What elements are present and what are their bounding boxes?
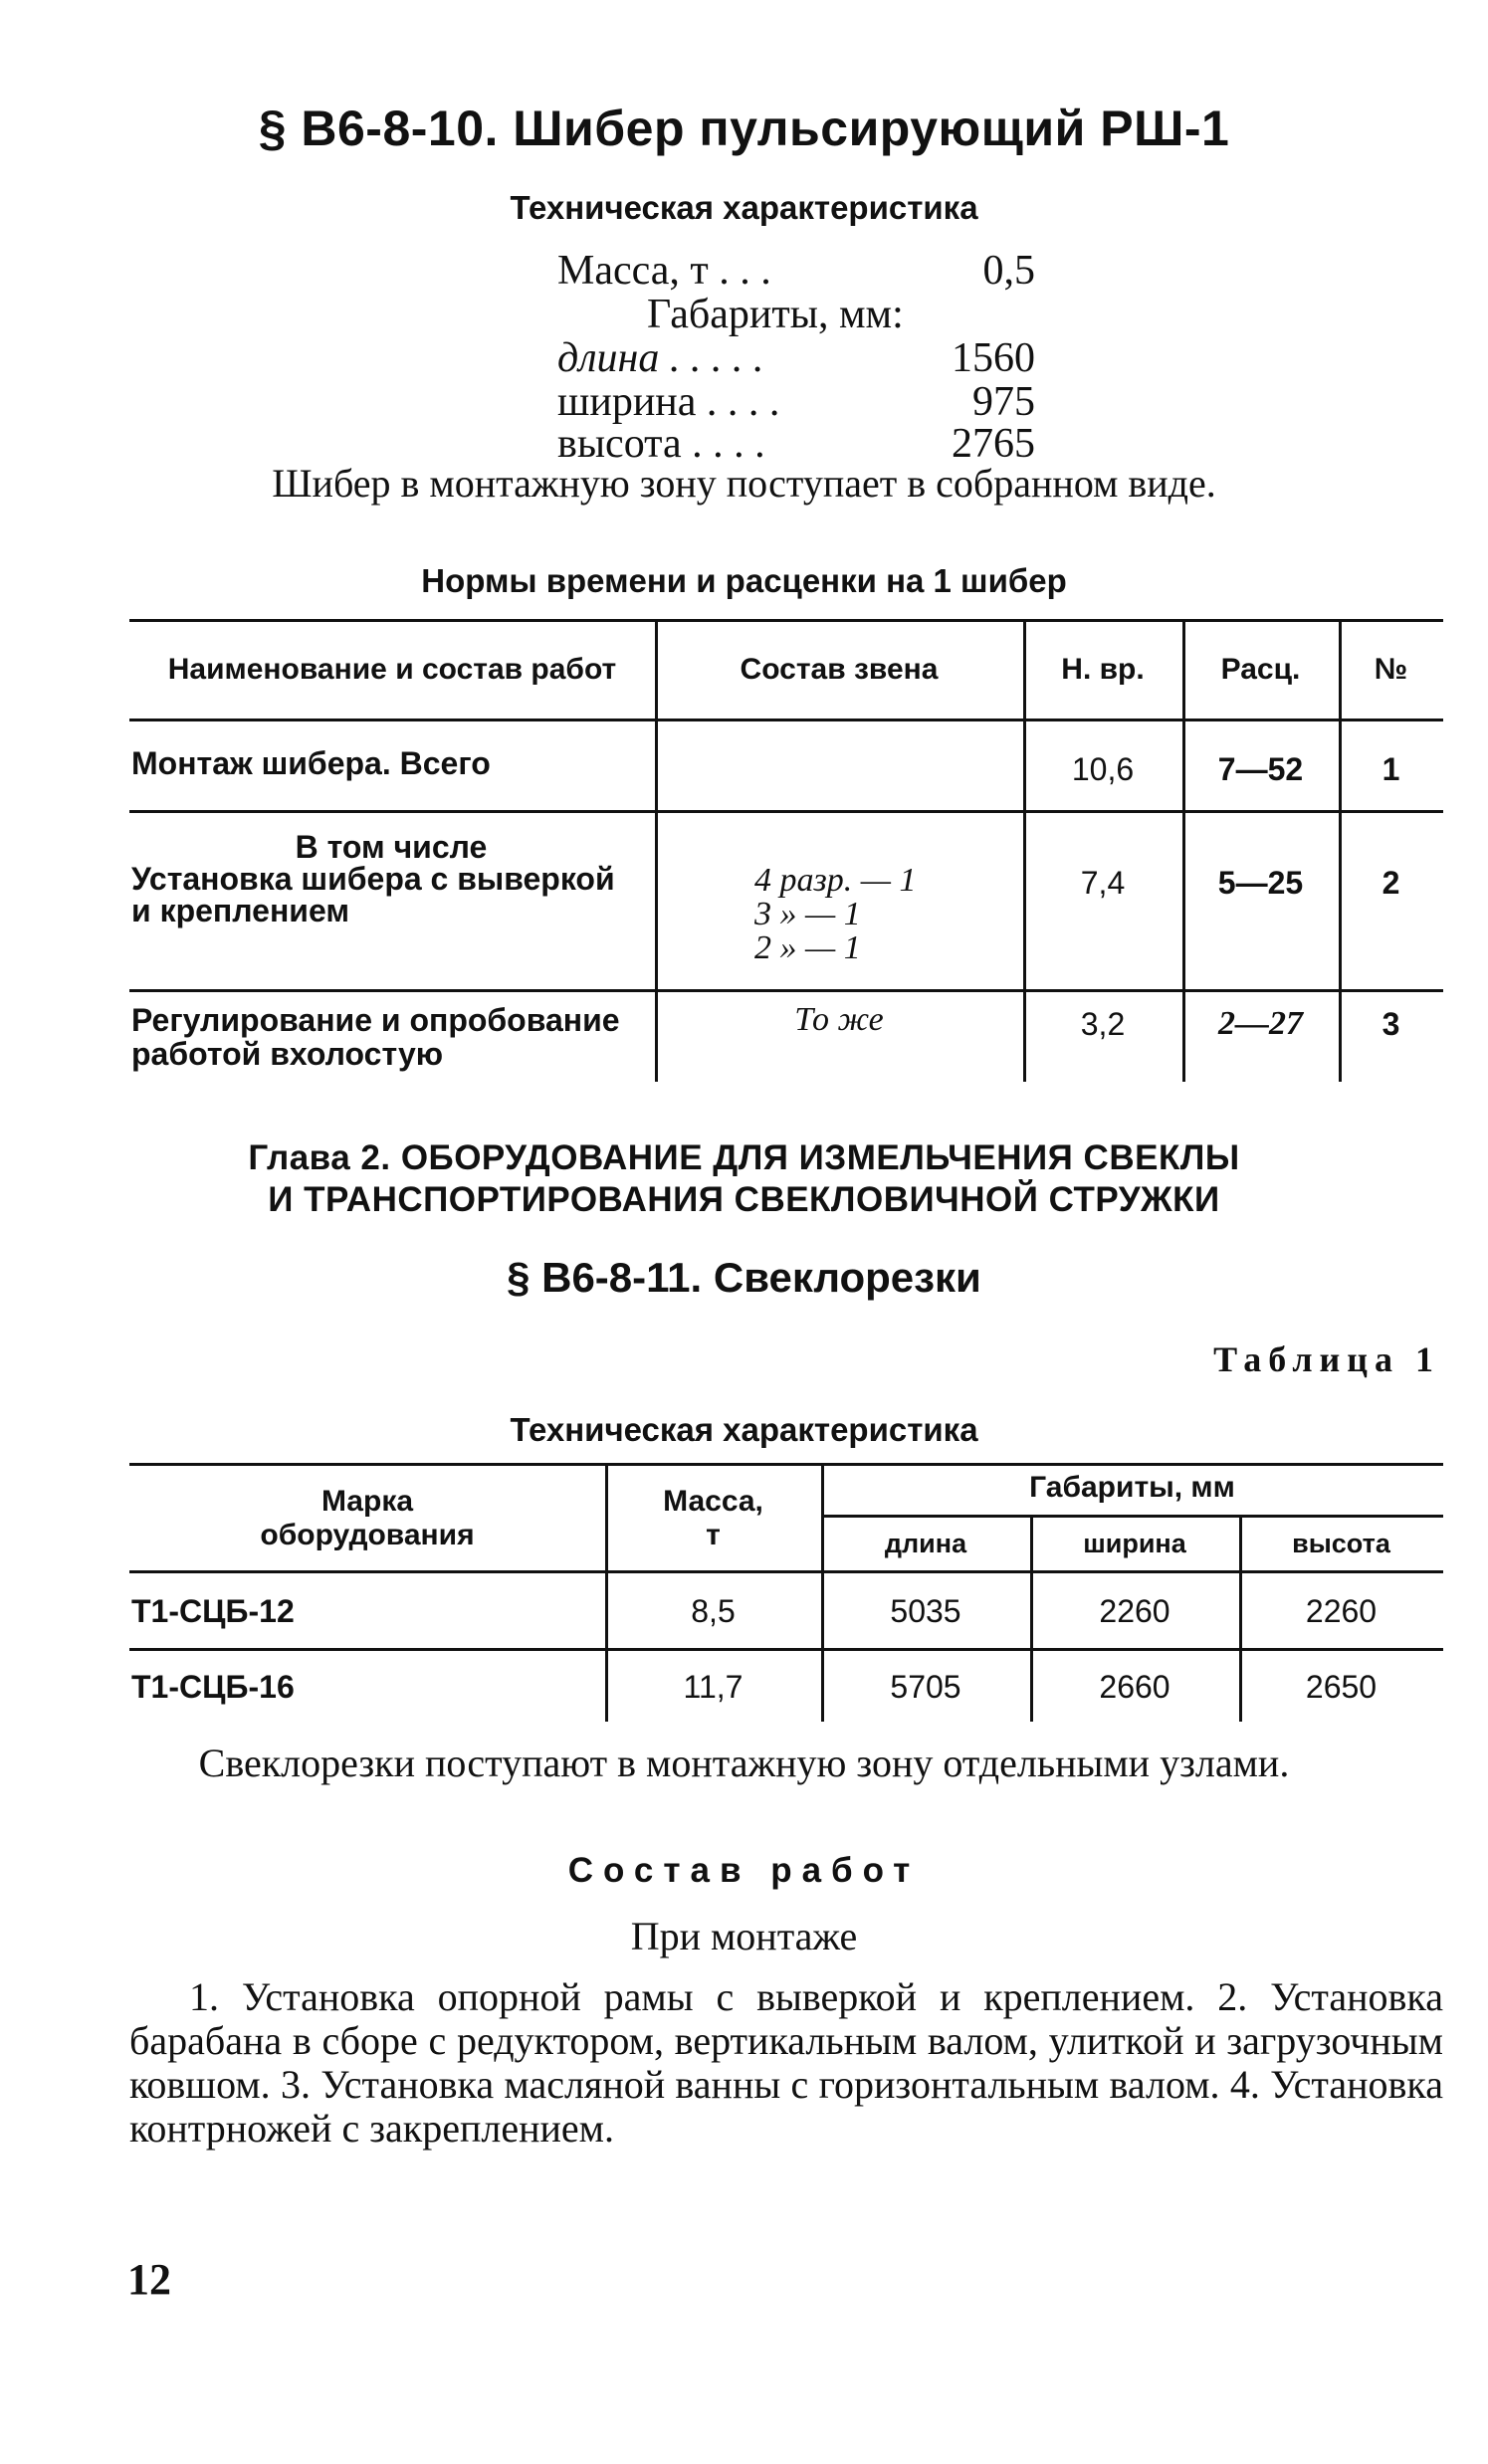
row-mass: 8,5	[691, 1593, 736, 1629]
row-mass: 11,7	[683, 1669, 744, 1705]
row-rate: 2—27	[1218, 1005, 1303, 1042]
col-header-num: №	[1374, 653, 1408, 686]
section-title: § В6-8-10. Шибер пульсирующий РШ-1	[258, 101, 1230, 156]
row-height: 2260	[1305, 1593, 1378, 1629]
row-brand: Т1-СЦБ-16	[131, 1669, 295, 1705]
table-rule	[129, 1463, 1443, 1466]
row-height: 2650	[1305, 1669, 1378, 1705]
spec-value: 2765	[952, 421, 1035, 467]
row-num: 3	[1382, 1006, 1400, 1042]
spec-heading: Техническая характеристика	[510, 189, 978, 226]
header-line: Марка	[320, 1485, 414, 1518]
row-time: 3,2	[1080, 1006, 1126, 1042]
table-label: Таблица 1	[1213, 1339, 1440, 1379]
row-width: 2260	[1099, 1593, 1170, 1629]
table-rule	[129, 810, 1443, 813]
section-title: § В6-8-11. Свеклорезки	[507, 1254, 981, 1301]
row-rate: 7—52	[1217, 751, 1304, 787]
works-paragraph: 1. Установка опорной рамы с выверкой и креплением. 2. Установка барабана в сборе с редуктором, вертикальным валом, улиткой и загрузочным ковшом. 3. Установка масляной ванны с горизонтальным валом. 4. Установка контрножей с закреплением.	[129, 1974, 1443, 2151]
row-rate: 5—25	[1217, 865, 1304, 901]
header-line: Масса,	[663, 1485, 763, 1518]
crew-line: То же	[794, 1001, 884, 1038]
norms-table	[129, 619, 1443, 1082]
spec-label: высота . . . .	[557, 421, 765, 467]
col-header-length: длина	[884, 1529, 967, 1558]
crew-line: 4 разр. — 1	[754, 862, 917, 899]
row-name: Регулирование и опробование	[131, 1002, 620, 1038]
col-header-height: высота	[1292, 1529, 1390, 1558]
spec-heading: Техническая характеристика	[510, 1411, 978, 1448]
col-header-name: Наименование и состав работ	[167, 653, 617, 686]
spec-value: 1560	[952, 335, 1035, 381]
spec-label: длина . . . . .	[557, 335, 764, 381]
spec-table	[129, 1463, 1443, 1722]
spec-label: Масса, т . . .	[557, 248, 771, 294]
spec-label: ширина . . . .	[557, 379, 780, 425]
col-header-rate: Расц.	[1220, 653, 1301, 686]
row-width: 2660	[1099, 1669, 1170, 1705]
chapter-title	[0, 1137, 1488, 1221]
row-time: 7,4	[1080, 865, 1126, 901]
crew-line: 2 » — 1	[754, 929, 861, 966]
chapter-title-line: Глава 2. ОБОРУДОВАНИЕ ДЛЯ ИЗМЕЛЬЧЕНИЯ СВЕКЛЫ	[248, 1138, 1240, 1177]
row-name: Установка шибера с выверкой	[131, 861, 615, 897]
row-name: Монтаж шибера. Всего	[131, 745, 491, 781]
chapter-title-line: И ТРАНСПОРТИРОВАНИЯ СВЕКЛОВИЧНОЙ СТРУЖКИ	[268, 1180, 1220, 1219]
col-header-time: Н. вр.	[1061, 653, 1145, 686]
col-header-brand	[129, 1485, 605, 1552]
col-header-width: ширина	[1083, 1529, 1186, 1558]
col-header-mass	[605, 1485, 821, 1552]
row-num: 1	[1382, 751, 1400, 787]
row-name: и креплением	[131, 893, 349, 928]
norms-heading: Нормы времени и расценки на 1 шибер	[421, 562, 1067, 599]
page-number: 12	[127, 2255, 171, 2304]
works-subheading: При монтаже	[630, 1914, 858, 1958]
row-time: 10,6	[1071, 751, 1135, 787]
table-rule	[129, 1648, 1443, 1651]
crew-line: 3 » — 1	[754, 896, 861, 932]
header-line: т	[706, 1519, 721, 1551]
spec-value: 0,5	[982, 248, 1035, 294]
table-rule	[821, 1515, 1443, 1518]
row-name: работой вхолостую	[131, 1036, 444, 1072]
header-line: оборудования	[260, 1519, 475, 1551]
spec-value: 975	[972, 379, 1035, 425]
assembly-note: Шибер в монтажную зону поступает в собранном виде.	[272, 461, 1216, 506]
row-length: 5035	[890, 1593, 961, 1629]
table-rule	[129, 989, 1443, 992]
spec-label: Габариты, мм:	[647, 292, 904, 337]
col-header-crew: Состав звена	[740, 653, 939, 686]
delivery-note: Свеклорезки поступают в монтажную зону отдельными узлами.	[198, 1741, 1290, 1785]
table-rule	[129, 619, 1443, 622]
works-heading: Состав работ	[567, 1851, 921, 1890]
col-header-dims: Габариты, мм	[1029, 1471, 1235, 1504]
row-length: 5705	[890, 1669, 961, 1705]
table-rule	[129, 1570, 1443, 1573]
row-num: 2	[1382, 865, 1400, 901]
row-name: В том числе	[295, 829, 488, 865]
table-rule	[129, 719, 1443, 721]
row-brand: Т1-СЦБ-12	[131, 1593, 295, 1629]
